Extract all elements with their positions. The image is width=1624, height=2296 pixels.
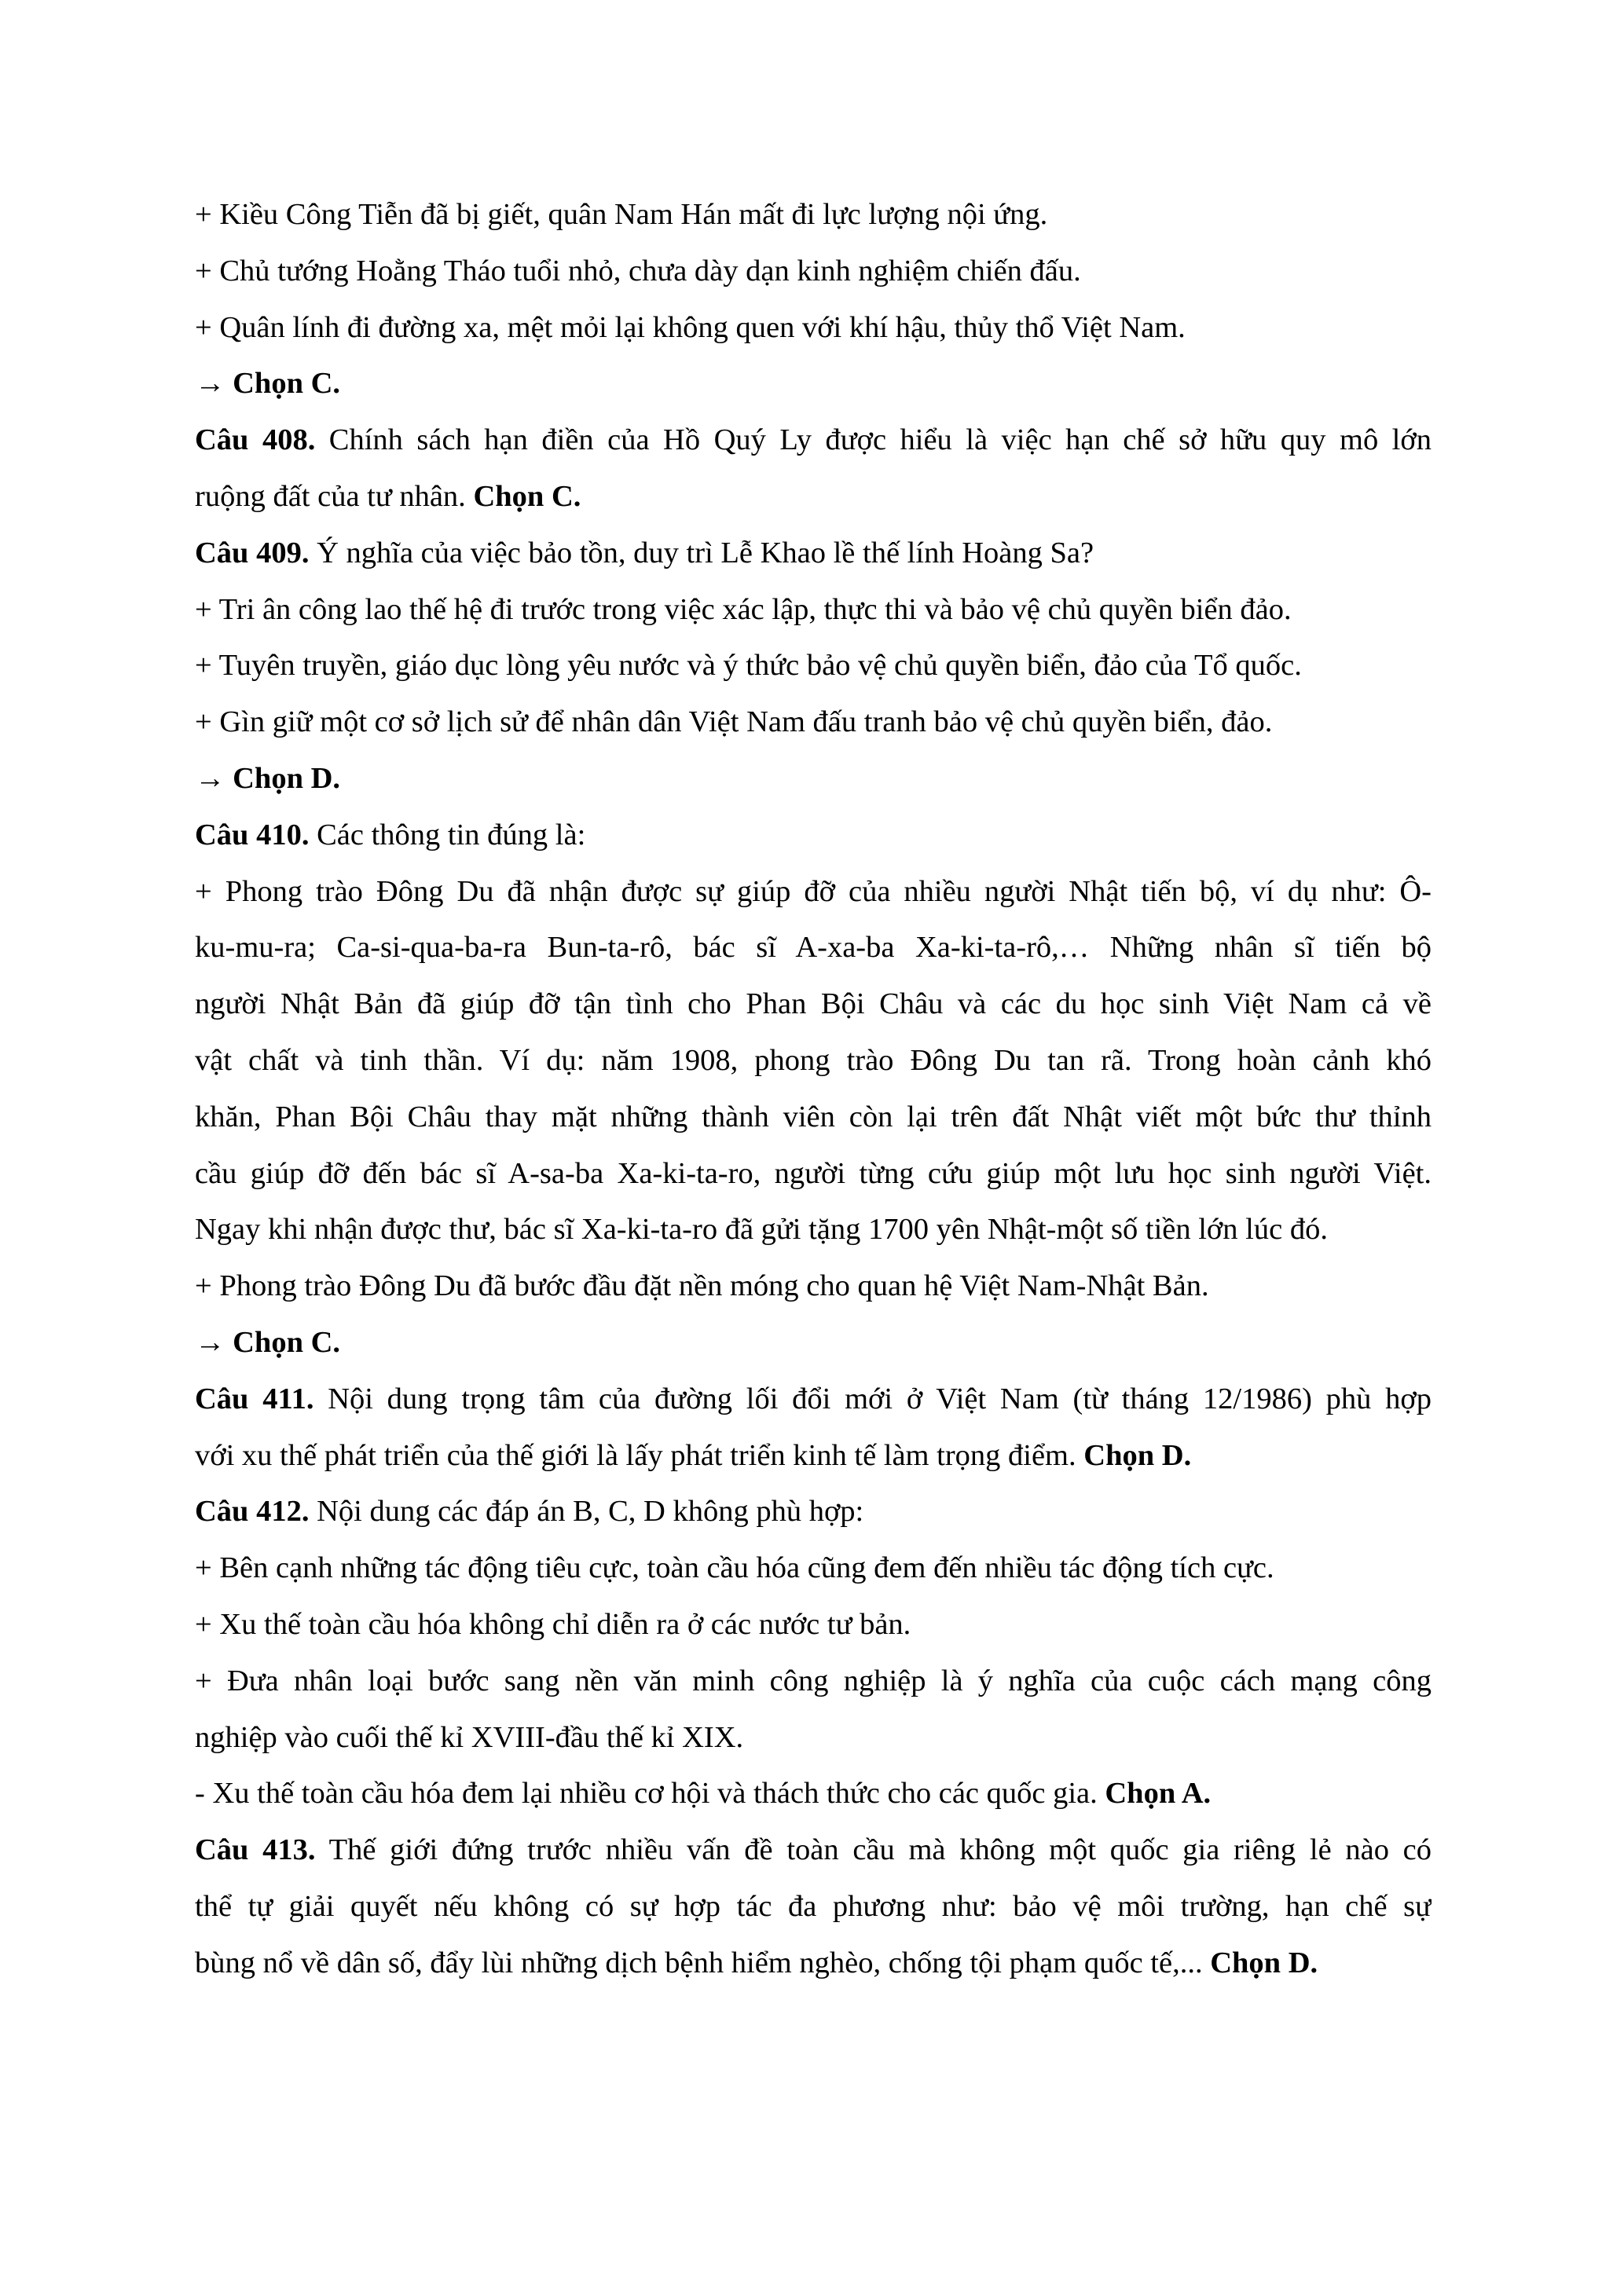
bold-text: Chọn D. (1210, 1946, 1318, 1979)
text-span: ku-mu-ra; Ca-si-qua-ba-ra Bun-ta-rô, bác sĩ A-xa-ba Xa-ki-ta-rô,… Những nhân sĩ tiến bộ (195, 931, 1432, 965)
text-span: Ngay khi nhận được thư, bác sĩ Xa-ki-ta-ro đã gửi tặng 1700 yên Nhật-một số tiền lớn lúc đó. (195, 1213, 1328, 1247)
bold-text: → Chọn C. (195, 1325, 341, 1359)
text-line (195, 1597, 1432, 1653)
text-span: + Phong trào Đông Du đã bước đầu đặt nền móng cho quan hệ Việt Nam-Nhật Bản. (195, 1269, 1209, 1303)
bold-text: Câu 411. (195, 1382, 314, 1415)
text-line (195, 807, 1432, 864)
text-line (195, 582, 1432, 639)
text-line (195, 1315, 1432, 1371)
text-span: + Phong trào Đông Du đã nhận được sự giúp đỡ của nhiều người Nhật tiến bộ, ví dụ như: Ô- (195, 874, 1432, 908)
text-line (195, 525, 1432, 582)
text-span: Ý nghĩa của việc bảo tồn, duy trì Lễ Khao lề thế lính Hoàng Sa? (309, 536, 1094, 569)
text-span: + Tri ân công lao thế hệ đi trước trong việc xác lập, thực thi và bảo vệ chủ quyền biển đảo. (195, 592, 1292, 626)
text-line (195, 920, 1432, 976)
text-span: + Kiều Công Tiễn đã bị giết, quân Nam Hán mất đi lực lượng nội ứng. (195, 198, 1048, 231)
text-line (195, 1202, 1432, 1258)
text-line (195, 1428, 1432, 1485)
bold-text: Câu 409. (195, 536, 310, 569)
text-span: + Gìn giữ một cơ sở lịch sử để nhân dân Việt Nam đấu tranh bảo vệ chủ quyền biển, đảo. (195, 705, 1273, 739)
bold-text: Câu 412. (195, 1495, 310, 1529)
text-span: Các thông tin đúng là: (309, 818, 586, 851)
text-line (195, 1258, 1432, 1315)
text-span: với xu thế phát triển của thế giới là lấy phát triển kinh tế làm trọng điểm. (195, 1438, 1084, 1472)
text-line (195, 412, 1432, 469)
bold-text: Chọn C. (473, 479, 581, 513)
text-span: + Bên cạnh những tác động tiêu cực, toàn cầu hóa cũng đem đến nhiều tác động tích cực. (195, 1551, 1274, 1585)
text-line (195, 244, 1432, 300)
bold-text: Chọn D. (1083, 1438, 1192, 1472)
document-page (195, 187, 1432, 1992)
text-span: khăn, Phan Bội Châu thay mặt những thành viên còn lại trên đất Nhật viết một bức thư thỉnh (195, 1100, 1432, 1133)
text-line (195, 751, 1432, 807)
text-span: + Quân lính đi đường xa, mệt mỏi lại không quen với khí hậu, thủy thổ Việt Nam. (195, 310, 1186, 344)
bold-text: Câu 410. (195, 818, 310, 851)
text-span: + Xu thế toàn cầu hóa không chỉ diễn ra ở các nước tư bản. (195, 1607, 911, 1641)
text-span: + Chủ tướng Hoằng Tháo tuổi nhỏ, chưa dày dạn kinh nghiệm chiến đấu. (195, 254, 1081, 287)
text-line (195, 638, 1432, 694)
bold-text: Chọn A. (1105, 1777, 1212, 1811)
text-line (195, 1146, 1432, 1203)
text-line (195, 1935, 1432, 1992)
text-line (195, 1089, 1432, 1146)
text-span: ruộng đất của tư nhân. (195, 479, 474, 513)
text-span: nghiệp vào cuối thế kỉ XVIII-đầu thế kỉ XIX. (195, 1720, 744, 1754)
text-span: Nội dung trọng tâm của đường lối đổi mới ở Việt Nam (từ tháng 12/1986) phù hợp (313, 1382, 1432, 1415)
bold-text: → Chọn D. (195, 761, 341, 795)
text-line (195, 300, 1432, 357)
text-line (195, 976, 1432, 1033)
text-line (195, 864, 1432, 921)
text-span: người Nhật Bản đã giúp đỡ tận tình cho Phan Bội Châu và các du học sinh Việt Nam cả về (195, 987, 1432, 1021)
text-span: Thế giới đứng trước nhiều vấn đề toàn cầu mà không một quốc gia riêng lẻ nào có (315, 1833, 1432, 1867)
text-line (195, 1710, 1432, 1767)
text-line (195, 356, 1432, 412)
text-line (195, 1879, 1432, 1935)
text-line (195, 1484, 1432, 1540)
text-span: - Xu thế toàn cầu hóa đem lại nhiều cơ hội và thách thức cho các quốc gia. (195, 1777, 1105, 1811)
text-span: thể tự giải quyết nếu không có sự hợp tác đa phương như: bảo vệ môi trường, hạn chế sự (195, 1889, 1432, 1923)
text-span: Chính sách hạn điền của Hồ Quý Ly được hiểu là việc hạn chế sở hữu quy mô lớn (315, 423, 1432, 457)
text-line (195, 1653, 1432, 1710)
text-line (195, 1540, 1432, 1597)
text-span: + Đưa nhân loại bước sang nền văn minh công nghiệp là ý nghĩa của cuộc cách mạng công (195, 1664, 1432, 1697)
bold-text: Câu 408. (195, 423, 316, 457)
text-line (195, 1371, 1432, 1428)
text-span: vật chất và tinh thần. Ví dụ: năm 1908, phong trào Đông Du tan rã. Trong hoàn cảnh khó (195, 1043, 1432, 1077)
text-line (195, 1766, 1432, 1822)
text-span: cầu giúp đỡ đến bác sĩ A-sa-ba Xa-ki-ta-ro, người từng cứu giúp một lưu học sinh người Việt. (195, 1156, 1432, 1190)
text-span: bùng nổ về dân số, đẩy lùi những dịch bệnh hiểm nghèo, chống tội phạm quốc tế,... (195, 1946, 1211, 1979)
text-span: + Tuyên truyền, giáo dục lòng yêu nước và ý thức bảo vệ chủ quyền biển, đảo của Tổ quốc. (195, 649, 1302, 683)
bold-text: Câu 413. (195, 1833, 316, 1867)
bold-text: → Chọn C. (195, 367, 341, 401)
text-line (195, 469, 1432, 525)
text-line (195, 1822, 1432, 1879)
text-line (195, 694, 1432, 751)
text-line (195, 187, 1432, 244)
text-line (195, 1033, 1432, 1089)
text-span: Nội dung các đáp án B, C, D không phù hợp: (309, 1495, 864, 1529)
